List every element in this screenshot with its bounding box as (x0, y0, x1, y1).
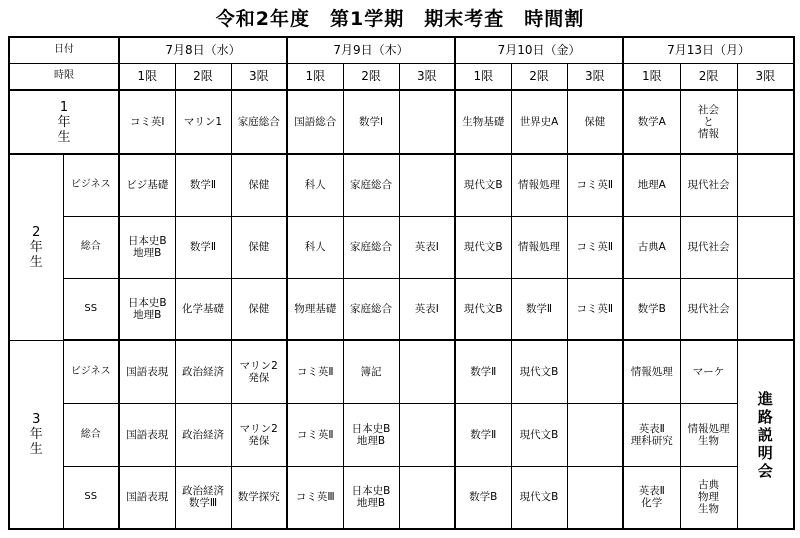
exam-cell: 政治経済 (175, 403, 231, 466)
exam-cell (737, 90, 794, 154)
exam-cell: 数学Ⅱ (175, 216, 231, 278)
exam-cell (399, 403, 455, 466)
exam-cell: 英表Ⅱ 理科研究 (623, 403, 680, 466)
exam-cell: 科人 (287, 216, 343, 278)
date-header: 7月13日（月） (623, 37, 794, 63)
exam-cell: 数学B (455, 466, 511, 529)
exam-cell: 簿記 (343, 340, 399, 403)
course-label: 総合 (63, 216, 119, 278)
exam-cell: 日本史B 地理B (119, 278, 175, 340)
period-header: 2限 (175, 63, 231, 90)
exam-cell: コミ英Ⅲ (287, 466, 343, 529)
exam-cell: 情報処理 (511, 154, 567, 216)
exam-cell: 日本史B 地理B (119, 216, 175, 278)
exam-cell: 情報処理 生物 (680, 403, 737, 466)
exam-cell: 国語表現 (119, 466, 175, 529)
exam-cell: 保健 (231, 216, 287, 278)
exam-cell: 英表Ⅱ 化学 (623, 466, 680, 529)
exam-cell: 数学B (623, 278, 680, 340)
period-label: 時限 (9, 63, 119, 90)
exam-cell: 現代文B (455, 278, 511, 340)
exam-cell: 家庭総合 (343, 278, 399, 340)
exam-cell: コミ英Ⅱ (287, 403, 343, 466)
exam-cell: 政治経済 (175, 340, 231, 403)
period-header: 1限 (287, 63, 343, 90)
exam-cell: 日本史B 地理B (343, 466, 399, 529)
exam-cell: 家庭総合 (343, 154, 399, 216)
exam-cell (737, 216, 794, 278)
exam-cell (399, 340, 455, 403)
exam-cell (567, 466, 623, 529)
date-header: 7月8日（水） (119, 37, 287, 63)
exam-cell: コミ英Ⅰ (119, 90, 175, 154)
period-header: 3限 (737, 63, 794, 90)
period-header: 3限 (567, 63, 623, 90)
period-header: 2限 (680, 63, 737, 90)
course-label: ビジネス (63, 340, 119, 403)
exam-cell: 家庭総合 (343, 216, 399, 278)
exam-cell: 数学Ⅱ (511, 278, 567, 340)
exam-cell: 物理基礎 (287, 278, 343, 340)
course-label: SS (63, 278, 119, 340)
exam-cell (567, 403, 623, 466)
exam-cell: 保健 (231, 154, 287, 216)
course-label: ビジネス (63, 154, 119, 216)
exam-cell: コミ英Ⅱ (287, 340, 343, 403)
exam-cell (399, 466, 455, 529)
exam-cell (567, 340, 623, 403)
exam-cell: 数学Ⅰ (343, 90, 399, 154)
exam-cell: 国語総合 (287, 90, 343, 154)
period-header: 1限 (119, 63, 175, 90)
exam-cell: 家庭総合 (231, 90, 287, 154)
exam-cell: 現代社会 (680, 216, 737, 278)
exam-cell: 現代文B (455, 216, 511, 278)
exam-cell: 数学A (623, 90, 680, 154)
period-header: 2限 (343, 63, 399, 90)
exam-timetable (8, 36, 795, 530)
exam-cell: 現代文B (455, 154, 511, 216)
exam-cell: 生物基礎 (455, 90, 511, 154)
exam-cell: 国語表現 (119, 340, 175, 403)
exam-cell (737, 154, 794, 216)
exam-cell: 英表Ⅰ (399, 278, 455, 340)
period-header: 3限 (399, 63, 455, 90)
period-header: 1限 (623, 63, 680, 90)
exam-cell: 現代文B (511, 340, 567, 403)
page-title: 令和2年度 第1学期 期末考査 時間割 (215, 8, 585, 30)
exam-cell: マリン1 (175, 90, 231, 154)
exam-cell: 古典A (623, 216, 680, 278)
date-label: 日付 (9, 37, 119, 63)
exam-cell: ビジ基礎 (119, 154, 175, 216)
date-header: 7月9日（木） (287, 37, 455, 63)
exam-cell: マリン2 発保 (231, 403, 287, 466)
exam-cell: 地理A (623, 154, 680, 216)
exam-cell: 数学Ⅱ (175, 154, 231, 216)
career-briefing-cell: 進 路 説 明 会 (737, 340, 794, 529)
course-label: 総合 (63, 403, 119, 466)
exam-cell: 科人 (287, 154, 343, 216)
exam-cell: 日本史B 地理B (343, 403, 399, 466)
exam-cell: 政治経済 数学Ⅲ (175, 466, 231, 529)
exam-cell: 英表Ⅰ (399, 216, 455, 278)
exam-cell: マーケ (680, 340, 737, 403)
exam-cell: 保健 (567, 90, 623, 154)
exam-cell (399, 154, 455, 216)
exam-cell: 古典 物理 生物 (680, 466, 737, 529)
grade2-label: 2 年 生 (9, 154, 63, 340)
exam-cell: 社会 と 情報 (680, 90, 737, 154)
course-label: SS (63, 466, 119, 529)
exam-cell (399, 90, 455, 154)
date-header: 7月10日（金） (455, 37, 623, 63)
exam-cell: 現代社会 (680, 154, 737, 216)
exam-cell: コミ英Ⅱ (567, 278, 623, 340)
exam-cell: コミ英Ⅱ (567, 216, 623, 278)
exam-cell: 数学探究 (231, 466, 287, 529)
exam-cell: 保健 (231, 278, 287, 340)
exam-cell: 数学Ⅱ (455, 340, 511, 403)
period-header: 2限 (511, 63, 567, 90)
exam-cell: コミ英Ⅱ (567, 154, 623, 216)
exam-cell: 現代社会 (680, 278, 737, 340)
exam-cell: 化学基礎 (175, 278, 231, 340)
grade3-label: 3 年 生 (9, 340, 63, 529)
exam-cell: 世界史A (511, 90, 567, 154)
exam-cell: マリン2 発保 (231, 340, 287, 403)
exam-cell: 現代文B (511, 466, 567, 529)
grade1-label: 1 年 生 (9, 90, 119, 154)
period-header: 1限 (455, 63, 511, 90)
exam-cell (737, 278, 794, 340)
exam-cell: 国語表現 (119, 403, 175, 466)
exam-cell: 現代文B (511, 403, 567, 466)
exam-cell: 情報処理 (511, 216, 567, 278)
exam-cell: 情報処理 (623, 340, 680, 403)
exam-cell: 数学Ⅱ (455, 403, 511, 466)
period-header: 3限 (231, 63, 287, 90)
